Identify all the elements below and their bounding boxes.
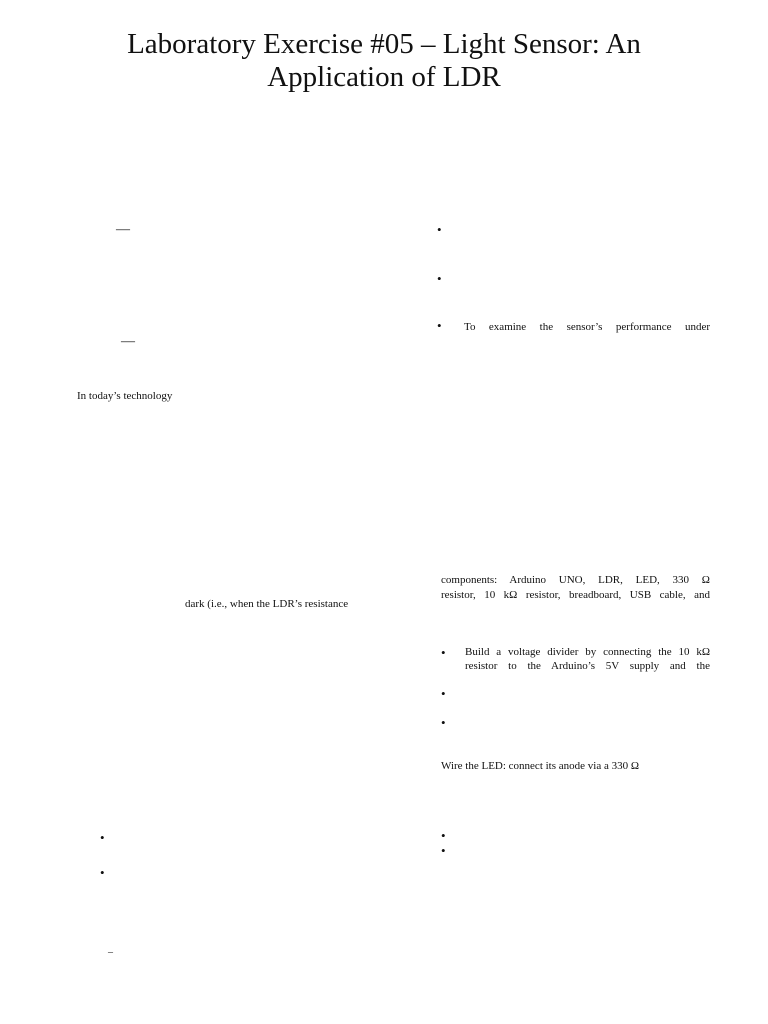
right-bullet-7: •: [441, 828, 446, 843]
left-bullet-2: •: [100, 865, 105, 880]
components-line-2: resistor, 10 kΩ resistor, breadboard, USB cable, and: [441, 589, 710, 601]
dash-mark-1: —: [116, 222, 130, 237]
right-bullet-4: •: [441, 645, 446, 660]
led-wiring-text-fragment: Wire the LED: connect its anode via a 330 Ω: [441, 760, 640, 772]
components-line-1: components: Arduino UNO, LDR, LED, 330 Ω: [441, 574, 710, 586]
right-bullet-8: •: [441, 843, 446, 858]
objective-text-fragment: To examine the sensor’s performance under: [464, 321, 710, 333]
intro-text-fragment: In today’s technology: [77, 390, 173, 402]
ldr-dark-text-fragment: dark (i.e., when the LDR’s resistance: [185, 598, 349, 610]
right-bullet-2: •: [437, 271, 442, 286]
voltage-divider-line-1: Build a voltage divider by connecting the 10 kΩ: [465, 646, 710, 658]
dash-mark-2: —: [121, 334, 135, 349]
title-line-1: Laboratory Exercise #05 – Light Sensor: An: [127, 28, 641, 60]
dash-mark-3: –: [108, 947, 113, 958]
right-bullet-6: •: [441, 715, 446, 730]
page-title: [0, 28, 768, 94]
title-line-2: Application of LDR: [267, 61, 501, 93]
voltage-divider-line-2: resistor to the Arduino’s 5V supply and the: [465, 660, 710, 672]
right-bullet-5: •: [441, 686, 446, 701]
right-bullet-1: •: [437, 222, 442, 237]
right-bullet-3: •: [437, 318, 442, 333]
left-bullet-1: •: [100, 830, 105, 845]
